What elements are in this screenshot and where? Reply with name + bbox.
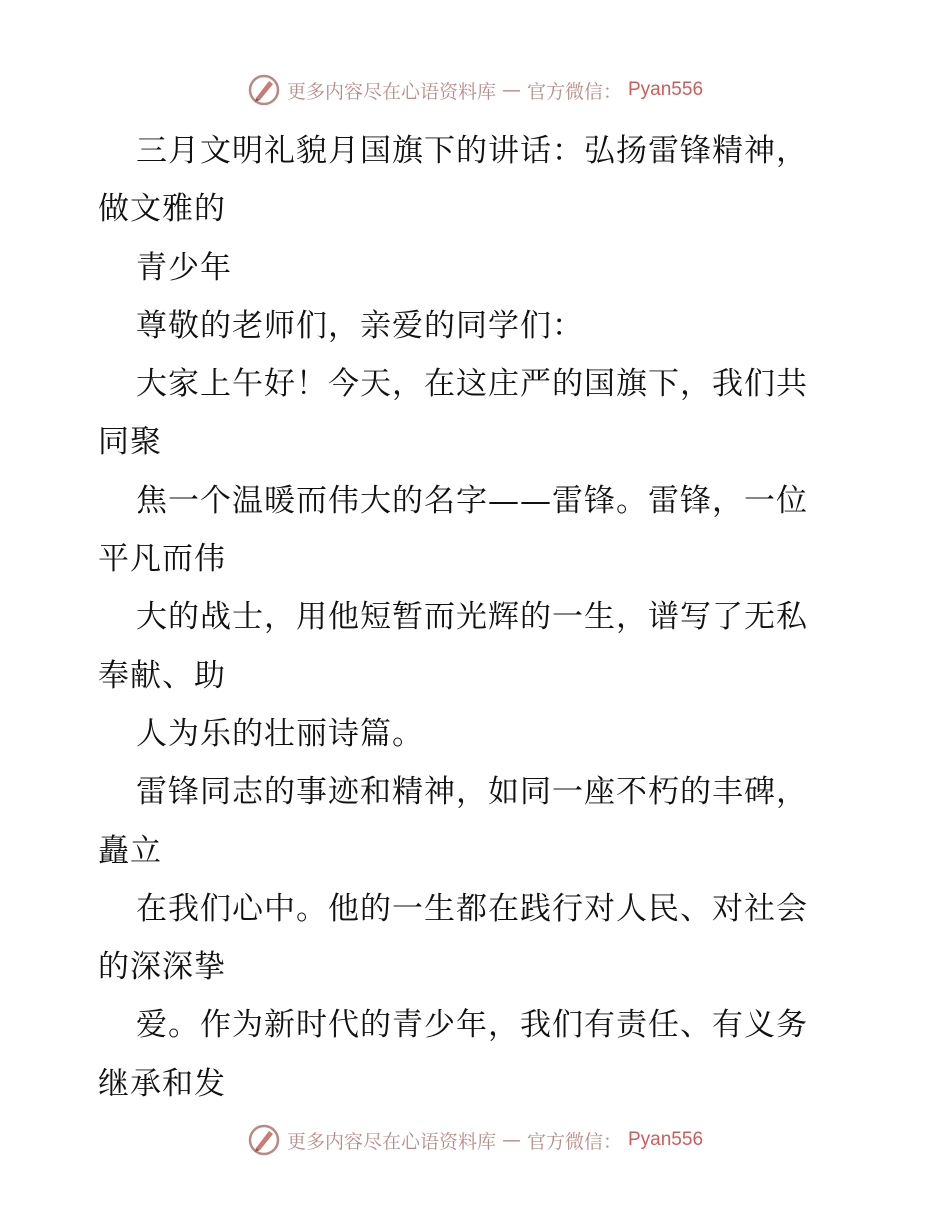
text-line: 爱。作为新时代的青少年，我们有责任、有义务 [136, 1007, 808, 1044]
document-body [98, 122, 858, 1113]
text-line: 的深深挚 [98, 949, 226, 986]
text-line: 人为乐的壮丽诗篇。 [136, 715, 424, 752]
text-line: 在我们心中。他的一生都在践行对人民、对社会 [136, 890, 808, 927]
text-line: 大家上午好！今天，在这庄严的国旗下，我们共 [136, 366, 808, 403]
text-line: 焦一个温暖而伟大的名字——雷锋。雷锋，一位 [136, 482, 808, 519]
watermark-wechat-id: Pyan556 [628, 79, 704, 100]
watermark-brand: 更多内容尽在心语资料库 [286, 80, 496, 103]
watermark-brand: 更多内容尽在心语资料库 [286, 1130, 496, 1153]
header-watermark [0, 70, 950, 110]
text-line: 矗立 [98, 832, 162, 869]
watermark-wechat-label: 官方微信： [526, 1130, 622, 1153]
text-line: 继承和发 [98, 1065, 226, 1102]
text-line: 尊敬的老师们，亲爱的同学们： [136, 307, 584, 344]
quill-pen-logo-icon [247, 73, 281, 107]
text-line: 三月文明礼貌月国旗下的讲话：弘扬雷锋精神， [136, 133, 808, 169]
watermark-separator: — [501, 1129, 521, 1151]
watermark-separator: — [501, 79, 521, 101]
text-line: 青少年 [136, 249, 232, 286]
text-line: 奉献、助 [98, 657, 226, 694]
text-line: 大的战士，用他短暂而光辉的一生，谱写了无私 [136, 599, 808, 636]
text-line: 做文雅的 [98, 191, 226, 228]
footer-watermark [0, 1120, 950, 1160]
watermark-wechat-label: 官方微信： [526, 80, 622, 103]
text-line: 同聚 [98, 424, 162, 461]
text-line: 雷锋同志的事迹和精神，如同一座不朽的丰碑， [136, 774, 808, 811]
text-line: 平凡而伟 [98, 541, 226, 578]
watermark-wechat-id: Pyan556 [628, 1129, 704, 1150]
quill-pen-logo-icon [247, 1123, 281, 1157]
